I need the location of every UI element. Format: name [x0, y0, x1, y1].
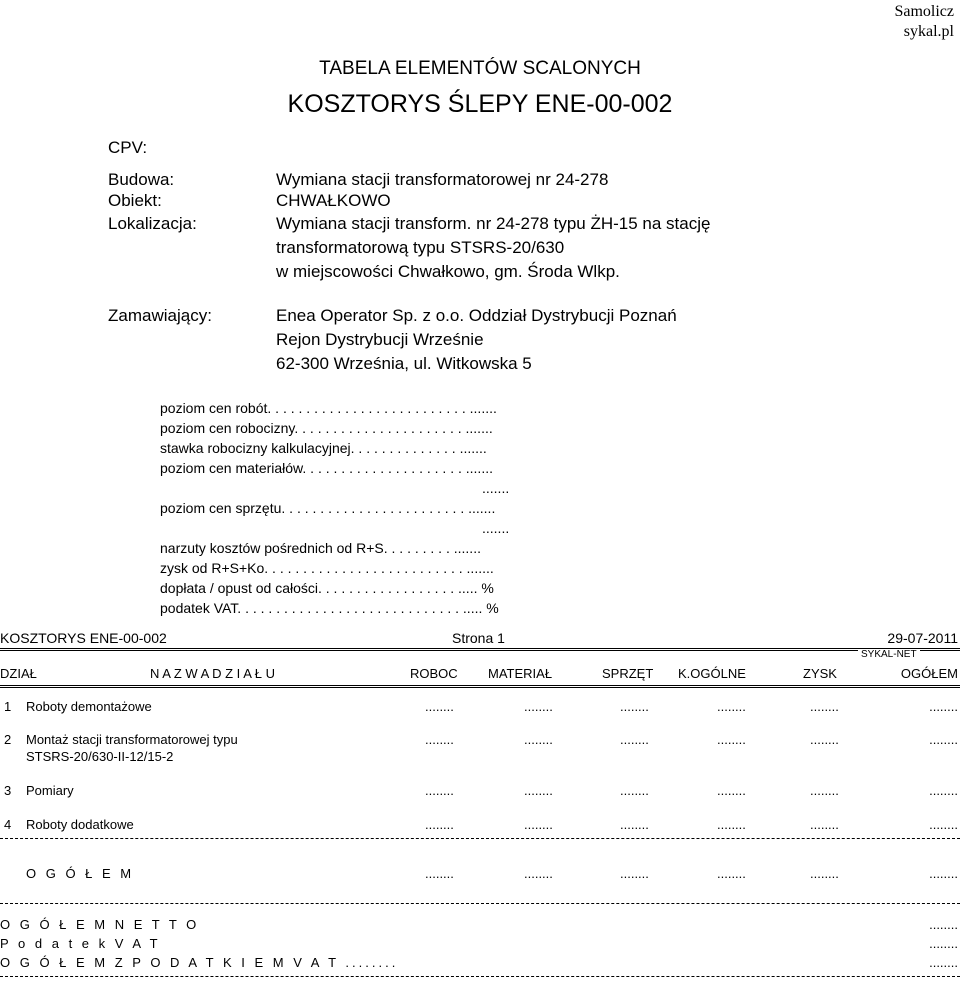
header-divider	[0, 648, 960, 651]
param-row: poziom cen materiałów. . . . . . . . . . . . . . . . . . . . . .......	[160, 460, 493, 476]
document-title: TABELA ELEMENTÓW SCALONYCH	[319, 58, 641, 79]
summary-divider	[0, 976, 960, 977]
col-dzial: DZIAŁ	[0, 666, 37, 681]
document-subtitle: KOSZTORYS ŚLEPY ENE-00-002	[287, 90, 673, 118]
col-sprzet: SPRZĘT	[602, 666, 654, 681]
param-row: zysk od R+S+Ko. . . . . . . . . . . . . . . . . . . . . . . . . . .......	[160, 560, 494, 576]
lokalizacja-label: Lokalizacja:	[108, 214, 197, 233]
param-row: poziom cen robocizny. . . . . . . . . . . . . . . . . . . . . . .......	[160, 420, 493, 436]
header-page-number: Strona 1	[452, 630, 505, 646]
budowa-label: Budowa:	[108, 170, 175, 189]
budowa-value: Wymiana stacji transformatorowej nr 24-278	[276, 170, 609, 189]
header-kosztorys: KOSZTORYS ENE-00-002	[0, 630, 167, 646]
col-material: MATERIAŁ	[488, 666, 553, 681]
brand-label: SYKAL-NET	[858, 649, 920, 660]
param-row: stawka robocizny kalkulacyjnej. . . . . . . . . . . . . . .......	[160, 440, 487, 456]
zamawiajacy-line1: Enea Operator Sp. z o.o. Oddział Dystrybucji Poznań	[276, 306, 677, 325]
zamawiajacy-label: Zamawiający:	[108, 306, 212, 325]
col-nazwa: N A Z W A D Z I A Ł U	[150, 666, 275, 681]
columns-divider	[0, 685, 960, 688]
col-kogolne: K.OGÓLNE	[678, 666, 746, 681]
obiekt-value: CHWAŁKOWO	[276, 191, 391, 210]
col-ogolem: OGÓŁEM	[900, 666, 958, 681]
param-row: narzuty kosztów pośrednich od R+S. . . . . . . . . .......	[160, 540, 481, 556]
lokalizacja-line1: Wymiana stacji transform. nr 24-278 typu ŻH-15 na stację	[276, 214, 711, 233]
lokalizacja-line3: w miejscowości Chwałkowo, gm. Środa Wlkp.	[276, 262, 620, 281]
header-date: 29-07-2011	[887, 630, 958, 646]
top-right-line2: sykal.pl	[903, 23, 954, 40]
cpv-label: CPV:	[108, 138, 148, 157]
param-row: poziom cen robót. . . . . . . . . . . . . . . . . . . . . . . . . . .......	[160, 400, 497, 416]
obiekt-label: Obiekt:	[108, 191, 162, 210]
col-zysk: ZYSK	[803, 666, 837, 681]
lokalizacja-line2: transformatorową typu STSRS-20/630	[276, 238, 565, 257]
param-row: .......	[482, 480, 510, 496]
zamawiajacy-line3: 62-300 Września, ul. Witkowska 5	[276, 354, 532, 373]
price-parameters	[160, 398, 509, 618]
total-divider	[0, 903, 960, 904]
zamawiajacy-line2: Rejon Dystrybucji Wrześnie	[276, 330, 484, 349]
col-roboc: ROBOC	[410, 666, 458, 681]
top-right-note	[894, 2, 954, 42]
top-right-line1: Samolicz	[894, 3, 954, 20]
param-row: poziom cen sprzętu. . . . . . . . . . . . . . . . . . . . . . . . .......	[160, 500, 496, 516]
param-row: podatek VAT. . . . . . . . . . . . . . . . . . . . . . . . . . . . . ..... %	[160, 600, 499, 616]
rows-divider	[0, 838, 960, 839]
param-row: .......	[482, 520, 510, 536]
param-row: dopłata / opust od całości. . . . . . . . . . . . . . . . . . ..... %	[160, 580, 494, 596]
